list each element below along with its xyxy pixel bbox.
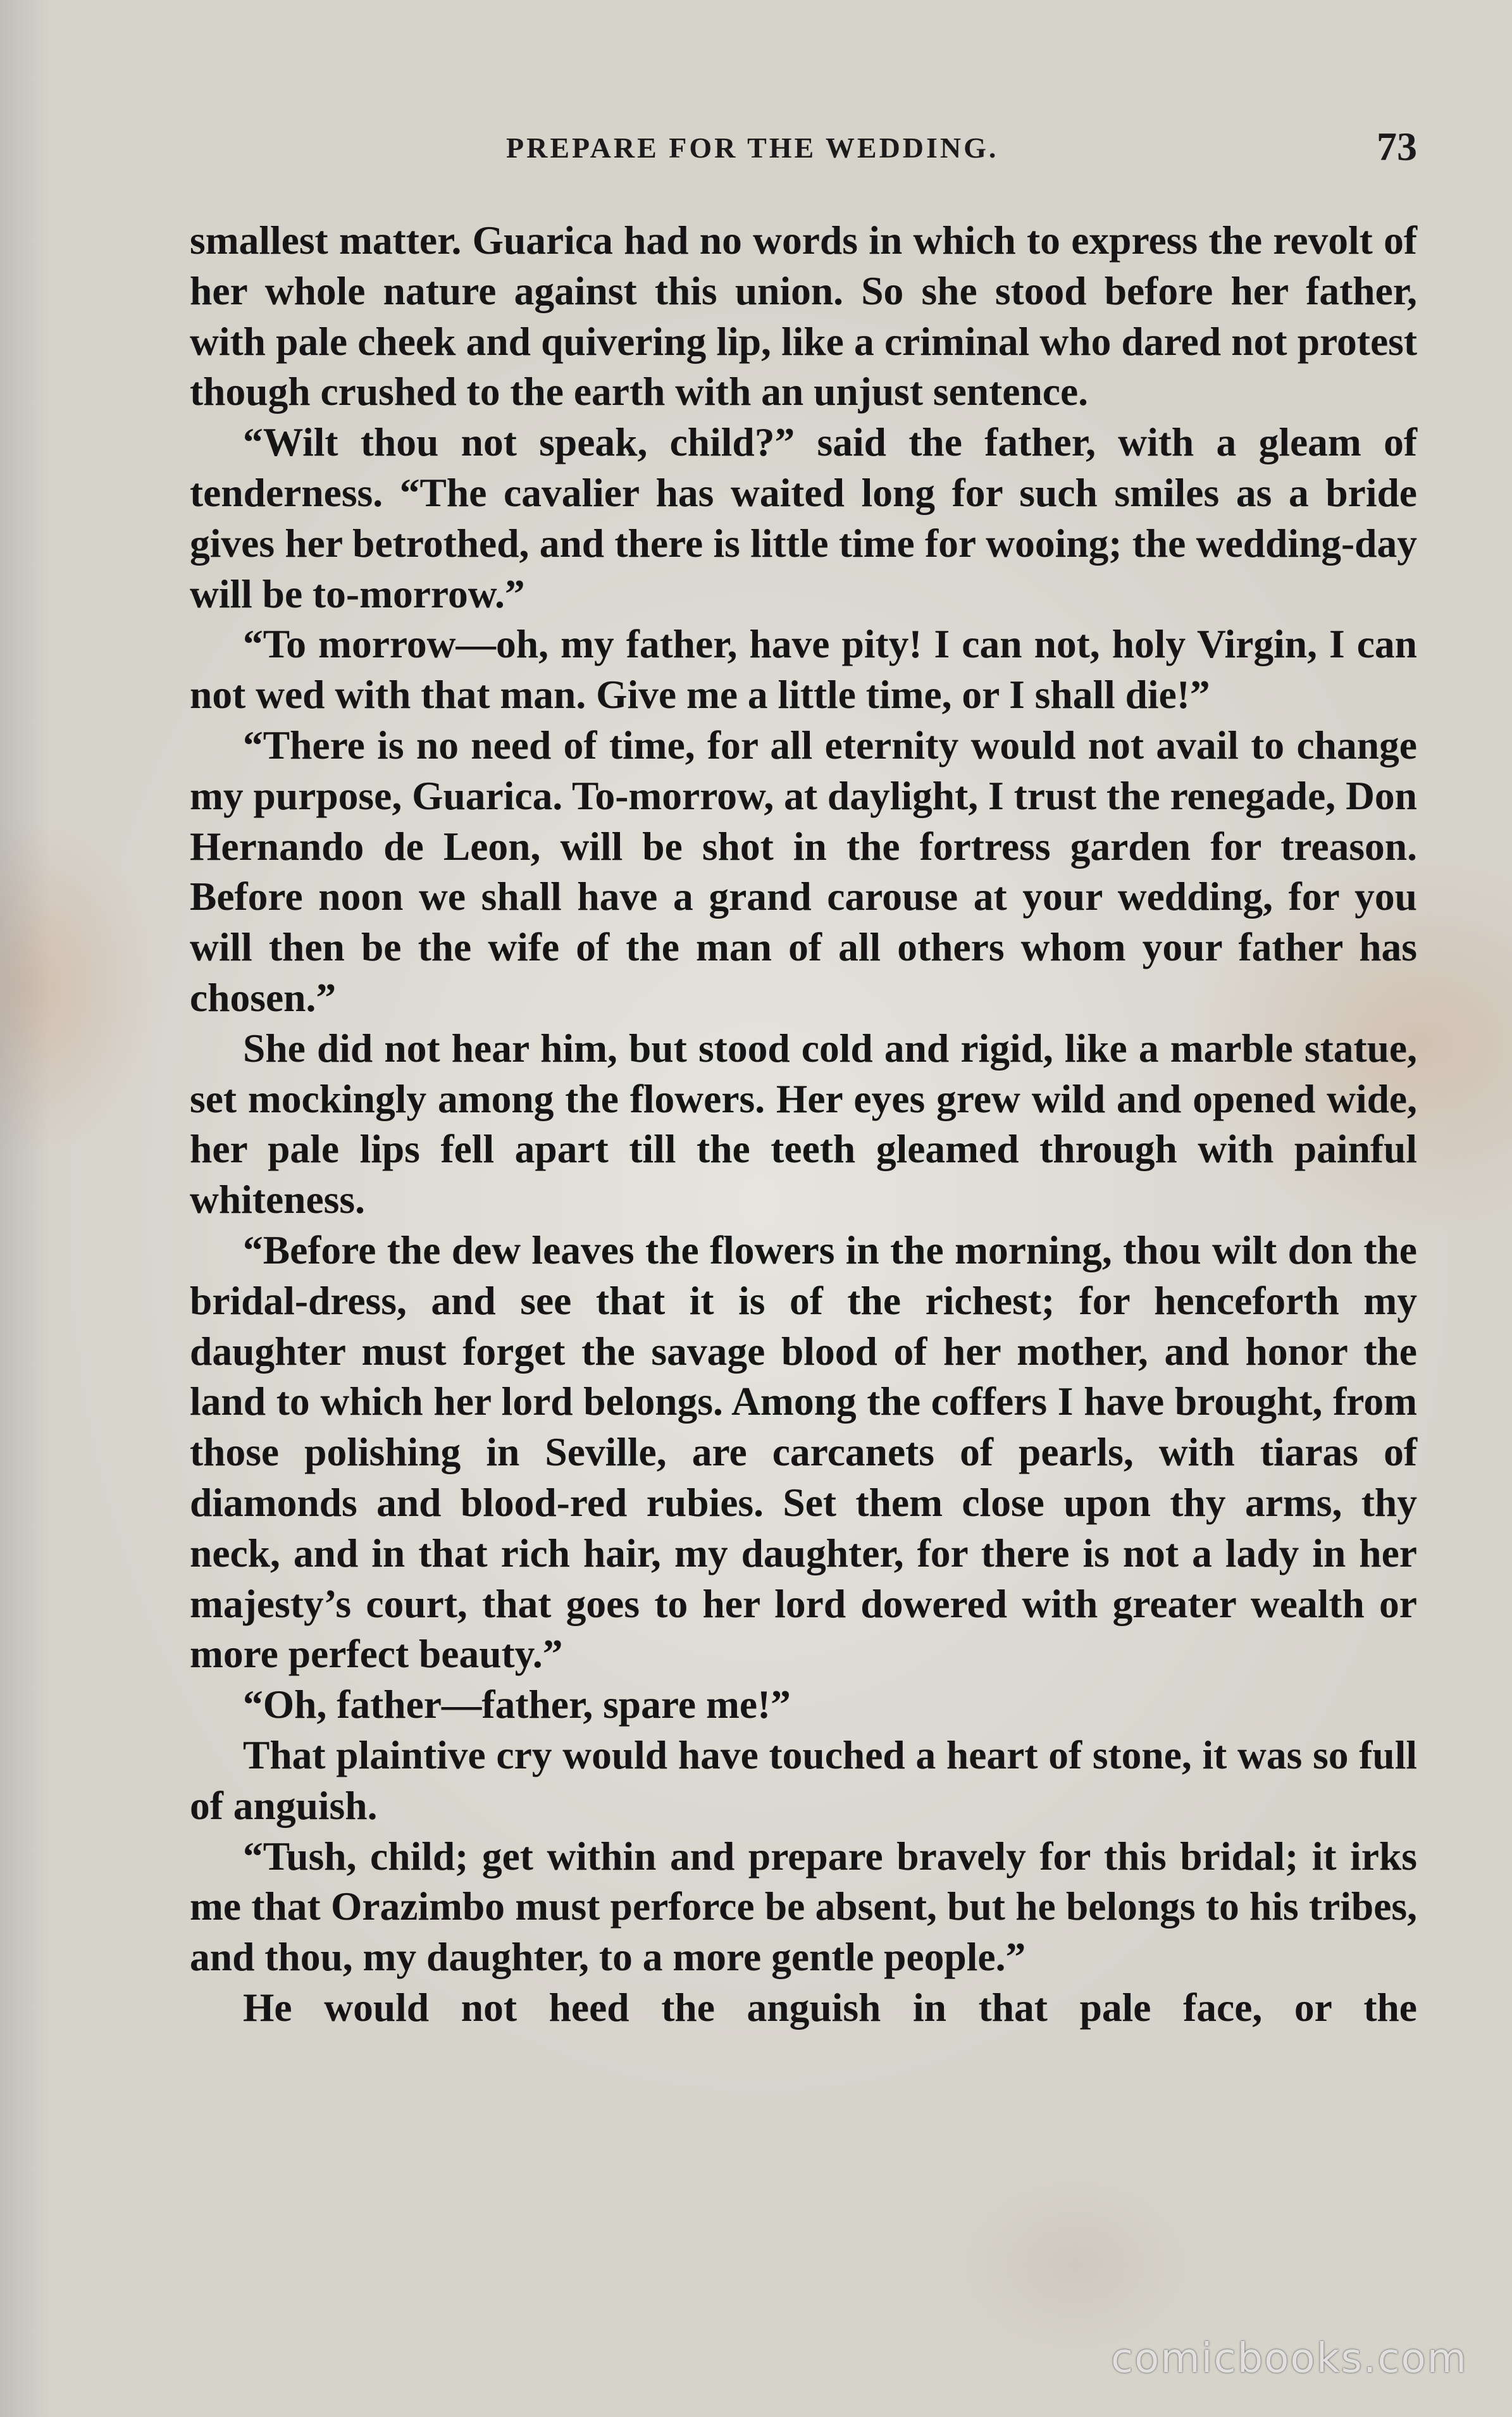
paragraph-6: “Before the dew leaves the flowers in the morning, thou wilt don the bridal-dress, and see that it is of the richest; for henceforth my daughter must forget the savage blood of her mother, and honor the land to which her lord belongs. Among the coffers I have brought, from those polishing in Seville, are carcanets of pearls, with tiaras of diamonds and blood-red rubies. Set them close upon thy arms, thy neck, and in that rich hair, my daughter, for there is not a lady in her majesty’s court, that goes to her lord dowered with greater wealth or more perfect beauty.” [190, 1227, 1417, 1677]
paragraph-8: That plaintive cry would have touched a heart of stone, it was so full of anguish. [190, 1732, 1417, 1828]
paragraph-9: “Tush, child; get within and prepare bravely for this bridal; it irks me that Orazimbo must perforce be absent, but he belongs to his tribes, and thou, my daughter, to a more gentle people.” [190, 1833, 1417, 1980]
paragraph-7: “Oh, father—father, spare me!” [243, 1682, 791, 1727]
binding-shadow [0, 0, 51, 2417]
site-watermark: comicbooks.com [1110, 2335, 1468, 2382]
page-number: 73 [1377, 124, 1417, 169]
paragraph-4: “There is no need of time, for all eternity would not avail to change my purpose, Guarica. To-morrow, at daylight, I trust the renegade, Don Hernando de Leon, will be shot in the fortress garden for treason. Before noon we shall have a grand carouse at your wedding, for you will then be the wife of the man of all others whom your father has chosen.” [190, 722, 1417, 1020]
paragraph-2: “Wilt thou not speak, child?” said the father, with a gleam of tenderness. “The cavalier has waited long for such smiles as a bride gives her betrothed, and there is little time for wooing; the wedding-day will be to-morrow.” [190, 419, 1417, 616]
paragraph-10: He would not heed the anguish in that pale face, or the [243, 1984, 1417, 2030]
running-title: PREPARE FOR THE WEDDING. [506, 132, 999, 164]
running-header [190, 123, 1417, 180]
paragraph-1: smallest matter. Guarica had no words in which to express the revolt of her whole nature against this union. So she stood before her father, with pale cheek and quivering lip, like a criminal who dared not protest though crushed to the earth with an unjust sentence. [190, 218, 1417, 414]
paragraph-5: She did not hear him, but stood cold and rigid, like a marble statue, set mockingly among the flowers. Her eyes grew wild and opened wide, her pale lips fell apart till the teeth gleamed through with painful whiteness. [190, 1025, 1417, 1222]
paragraph-3: “To morrow—oh, my father, have pity! I can not, holy Virgin, I can not wed with that man. Give me a little time, or I shall die!” [190, 621, 1417, 718]
body-text [190, 215, 1417, 2033]
